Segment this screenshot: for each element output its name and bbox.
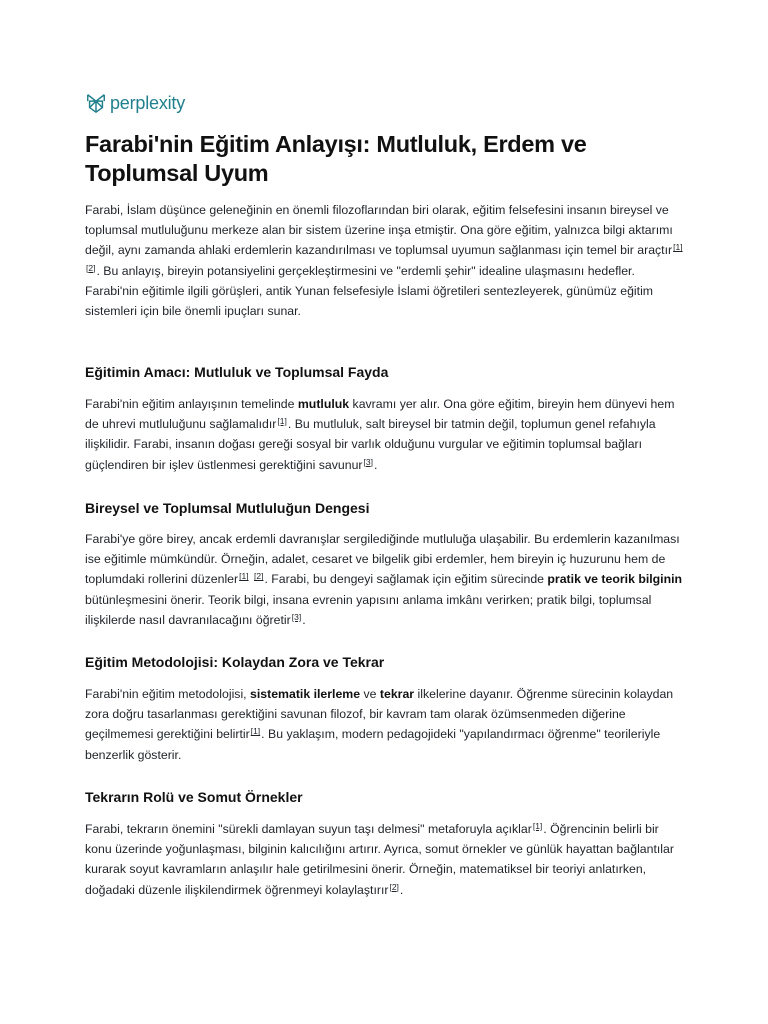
section-paragraph: Farabi'ye göre birey, ancak erdemli davranışlar sergilediğinde mutluluğa ulaşabilir. Bu erdemlerin kazanılması ise eğitimle mümkündür. Örneğin, adalet, cesaret ve bilgelik gibi erdemler, hem bireyin iç huzurunu hem de toplumdaki rollerini düzenler[1] [2]. Farabi, bu dengeyi sağlamak için eğitim sürecinde pratik ve teorik bilginin bütünleşmesini önerir. Teorik bilgi, insana evrenin yapısını anlama imkânı verirken; pratik bilgi, toplumsal ilişkilerde nasıl davranılacağını öğretir[3]. — [85, 532, 683, 627]
page-title: Farabi'nin Eğitim Anlayışı: Mutluluk, Erdem ve Toplumsal Uyum — [85, 131, 587, 186]
citation-link[interactable]: [3] — [291, 611, 302, 622]
intro-paragraph: Farabi, İslam düşünce geleneğinin en önemli filozoflarından biri olarak, eğitim felsefesini insanın bireysel ve toplumsal mutluluğunu merkeze alan bir sistem üzerine inşa etmiştir. Ona göre eğitim, yalnızca bilgi aktarımı değil, aynı zamanda ahlaki erdemlerin kazandırılması ve toplumsal uyumun sağlanması için temel bir araçtır[1] [2]. Bu anlayış, bireyin potansiyelini gerçekleştirmesini ve "erdemli şehir" idealine ulaşmasını hedefler. Farabi'nin eğitimle ilgili görüşleri, antik Yunan felsefesiyle İslami öğretileri sentezleyerek, günümüz eğitim sistemleri için bile önemli ipuçları sunar. — [85, 203, 683, 319]
section-paragraph: Farabi, tekrarın önemini "sürekli damlayan suyun taşı delmesi" metaforuyla açıklar[1]. Öğrencinin belirli bir konu üzerinde yoğunlaşması, bilginin kalıcılığını artırır. Ayrıca, somut örnekler ve günlük hayattan bağlantılar kurarak soyut kavramların anlaşılır hale getirilmesini önerir. Örneğin, matematiksel bir teoriyi anlatırken, doğadaki düzenle ilişkilendirmek öğrenmeyi kolaylaştırır[2]. — [85, 821, 674, 897]
brand-logo[interactable] — [85, 90, 185, 116]
citation-link[interactable]: [1] — [277, 416, 287, 427]
section-heading: Tekrarın Rolü ve Somut Örnekler — [85, 789, 303, 805]
brand-name: perplexity — [110, 92, 186, 113]
section-heading: Eğitimin Amacı: Mutluluk ve Toplumsal Fayda — [85, 364, 389, 380]
section-heading: Bireysel ve Toplumsal Mutluluğun Dengesi — [85, 500, 370, 516]
citation-link[interactable]: [1] — [239, 571, 249, 582]
citation-link[interactable]: [2] — [86, 262, 96, 273]
citation-link[interactable]: [2] — [253, 571, 264, 582]
section-paragraph: Farabi'nin eğitim metodolojisi, sistematik ilerleme ve tekrar ilkelerine dayanır. Öğrenme sürecinin kolaydan zora doğru tasarlanması gerektiğini savunan filozof, bir kavram tam olarak özümsenmeden diğerine geçilmemesi gerektiğini belirtir[1]. Bu yaklaşım, modern pedagojideki "yapılandırmacı öğrenme" teorileriyle benzerlik gösterir. — [85, 687, 674, 762]
section-paragraph: Farabi'nin eğitim anlayışının temelinde mutluluk kavramı yer alır. Ona göre eğitim, bireyin hem dünyevi hem de uhrevi mutluluğunu sağlamalıdır[1]. Bu mutluluk, salt bireysel bir tatmin değil, toplumun genel refahıyla ilişkilidir. Farabi, insanın doğası gereği sosyal bir varlık olduğunu vurgular ve eğitimin toplumsal bağları güçlendiren bir işlev üstlenmesi gerektiğini savunur[3]. — [85, 397, 675, 472]
perplexity-logo-icon — [85, 92, 107, 114]
citation-link[interactable]: [2] — [389, 881, 399, 892]
citation-link[interactable]: [3] — [363, 456, 373, 467]
section-heading: Eğitim Metodolojisi: Kolaydan Zora ve Tekrar — [85, 654, 385, 670]
citation-link[interactable]: [1] — [250, 726, 261, 737]
citation-link[interactable]: [1] — [673, 242, 683, 253]
citation-link[interactable]: [1] — [532, 821, 543, 831]
